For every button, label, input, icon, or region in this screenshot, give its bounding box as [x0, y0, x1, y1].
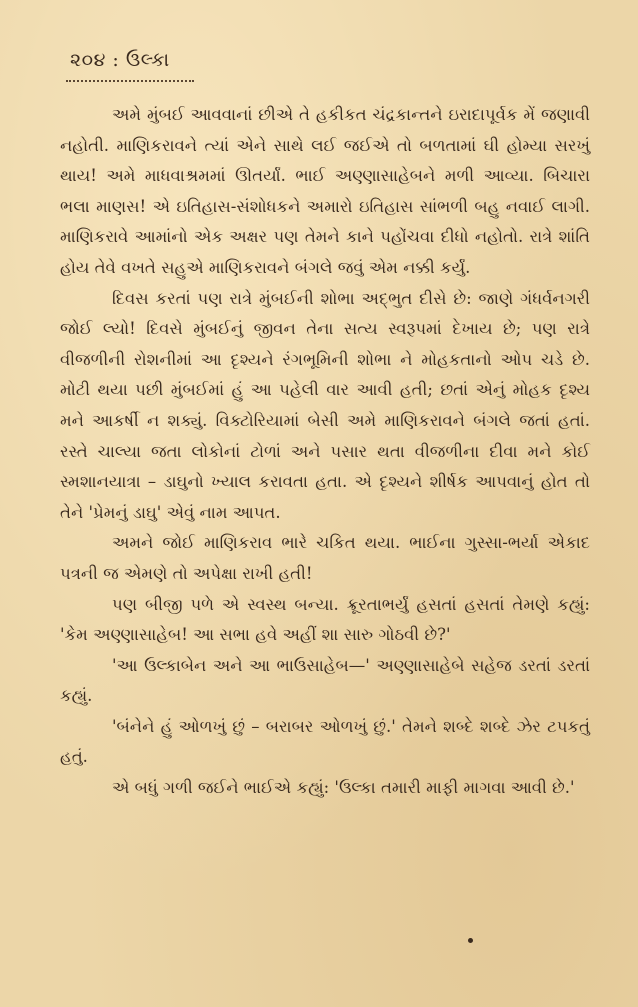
paragraph: 'આ ઉલ્કાબેન અને આ ભાઉસાહેબ—' અણ્ણાસાહેબે સહેજ ડરતાં ડરતાં કહ્યું. [60, 655, 590, 706]
paragraph: અમે મુંબઈ આવવાનાં છીએ તે હકીકત ચંદ્રકાન્તને ઇરાદાપૂર્વક મેં જણાવી નહોતી. માણિકરાવને ત્યાં એને સાથે લઈ જઈએ તો બળતામાં ઘી હોમ્યા સરખું થાય! અમે માધવાશ્રમમાં ઊતર્યાં. ભાઈ અણ્ણાસાહેબને મળી આવ્યા. બિચારા ભલા માણસ! એ ઇતિહાસ-સંશોધકને અમારો ઇતિહાસ સાંભળી બહુ નવાઈ લાગી. માણિકરાવે આમાંનો એક અક્ષર પણ તેમને કાને પહોંચવા દીધો નહોતો. રાત્રે શાંતિ હોય તેવે વખતે સહુએ માણિકરાવને બંગલે જવું એમ નક્કી કર્યું. [60, 105, 590, 277]
paragraph: પણ બીજી પળે એ સ્વસ્થ બન્યા. ક્રૂરતાભર્યું હસતાં હસતાં તેમણે કહ્યું: 'કેમ અણ્ણાસાહેબ! આ સભા હવે અહીં શા સારુ ગોઠવી છે?' [60, 594, 590, 645]
paragraph: એ બધું ગળી જઈને ભાઈએ કહ્યું: 'ઉલ્કા તમારી માફી માગવા આવી છે.' [112, 778, 575, 798]
ink-dot [468, 938, 473, 943]
book-title: ઉલ્કા [125, 49, 170, 71]
header-decorative-rule [66, 74, 194, 82]
paragraph: 'બંનેને હું ઓળખું છું – બરાબર ઓળખું છું.' તેમને શબ્દે શબ્દે ઝેર ટપકતું હતું. [60, 716, 590, 767]
body-text [60, 100, 590, 804]
paragraph: અમને જોઈ માણિકરાવ ભારે ચકિત થયા. ભાઈના ગુસ્સા-ભર્યા એકાદ પત્રની જ એમણે તો અપેક્ષા રાખી હતી! [60, 533, 590, 583]
paragraph: દિવસ કરતાં પણ રાત્રે મુંબઈની શોભા અદ્ભુત દીસે છે: જાણે ગંધર્વનગરી જોઈ લ્યો! દિવસે મુંબઈનું જીવન તેના સત્ય સ્વરૂપમાં દેખાય છે; પણ રાત્રે વીજળીની રોશનીમાં આ દૃશ્યને રંગભૂમિની શોભા ને મોહકતાનો ઓપ ચડે છે. મોટી થયા પછી મુંબઈમાં હું આ પહેલી વાર આવી હતી; છતાં એનું મોહક દૃશ્ય મને આકર્ષી ન શક્યું. વિક્ટોરિયામાં બેસી અમે માણિકરાવને બંગલે જતાં હતાં. રસ્તે ચાલ્યા જતા લોકોનાં ટોળાં અને પસાર થતા વીજળીના દીવા મને કોઈ સ્મશાનયાત્રા – ડાઘુનો ખ્યાલ કરાવતા હતા. એ દૃશ્યને શીર્ષક આપવાનું હોત તો તેને 'પ્રેમનું ડાઘુ' એવું નામ આપત. [60, 288, 590, 522]
running-header [70, 48, 590, 72]
header-separator: : [112, 49, 120, 71]
page-number: ૨૦૪ [70, 49, 106, 71]
